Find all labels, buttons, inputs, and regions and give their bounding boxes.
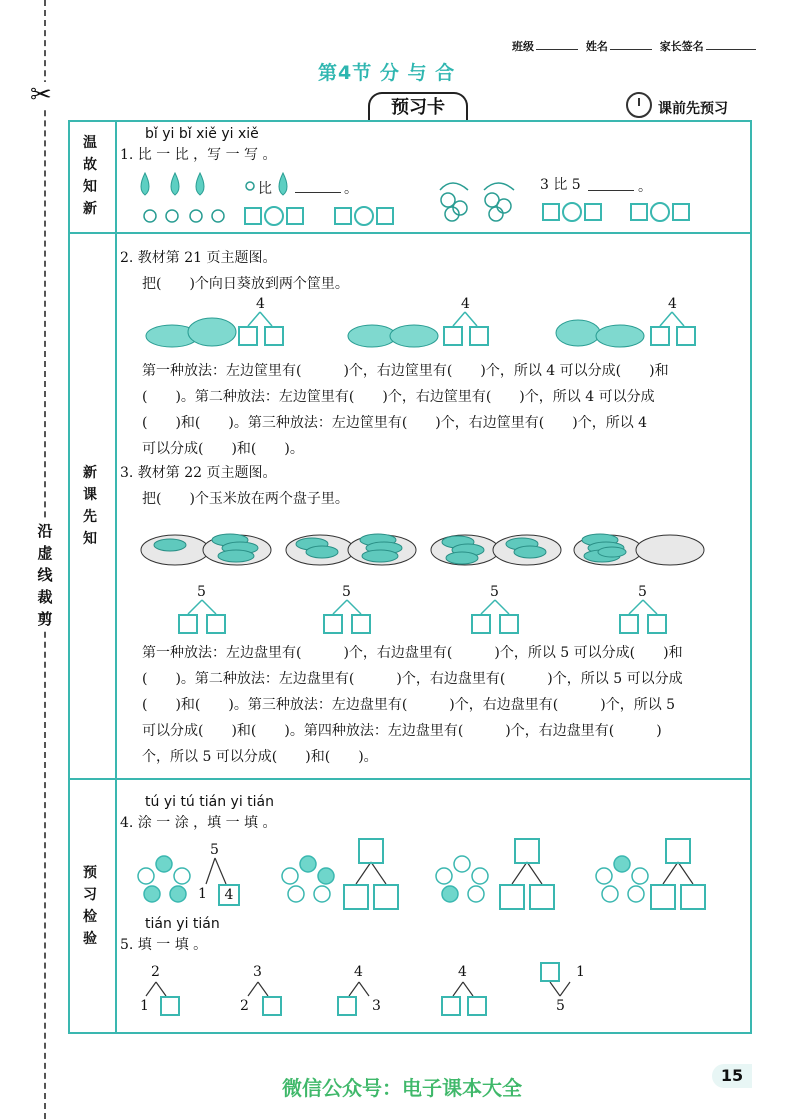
q3-line1: 把( )个玉米放在两个盘子里。 bbox=[142, 491, 349, 507]
q2-tree-top: 4 bbox=[256, 296, 265, 312]
section-label-new: 新课先知 bbox=[83, 465, 97, 547]
q1-title: 1. 比 一 比 ，写 一 写 。 bbox=[120, 147, 277, 163]
q4-example-top: 5 bbox=[210, 842, 219, 858]
q2-para-line: ( )。第二种放法：左边筐里有( )个，右边筐里有( )个，所以 4 可以分成 bbox=[142, 389, 655, 405]
scissors-icon: ✂ bbox=[30, 80, 52, 110]
q5-answer-box[interactable] bbox=[160, 996, 180, 1016]
parent-signature-label: 家长签名 bbox=[659, 40, 704, 53]
q1-compare-3-5: 3 比 5 bbox=[540, 177, 581, 193]
q2-title: 2. 教材第 21 页主题图。 bbox=[120, 250, 277, 266]
q3-tree-top: 5 bbox=[197, 584, 206, 600]
q2-tree-top: 4 bbox=[461, 296, 470, 312]
q5-answer-box[interactable] bbox=[540, 962, 560, 982]
q5-top: 4 bbox=[458, 964, 467, 980]
q2-line1: 把( )个向日葵放到两个筐里。 bbox=[142, 276, 349, 292]
q3-para-line: 可以分成( )和( )。第四种放法：左边盘里有( )个，右边盘里有( ) bbox=[142, 723, 662, 739]
split-lines bbox=[248, 982, 268, 996]
section-label-check: 预习检验 bbox=[83, 865, 97, 947]
q4-pinyin: tú yi tú tián yi tián bbox=[145, 794, 274, 810]
q3-tree-top: 5 bbox=[490, 584, 499, 600]
q3-para-line: ( )和( )。第三种放法：左边盘里有( )个，右边盘里有( )个，所以 5 bbox=[142, 697, 676, 713]
q5-title: 5. 填 一 填 。 bbox=[120, 937, 208, 953]
q3-para-line: ( )。第二种放法：左边盘里有( )个，右边盘里有( )个，所以 5 可以分成 bbox=[142, 671, 683, 687]
q4-title: 4. 涂 一 涂 ，填 一 填 。 bbox=[120, 815, 277, 831]
cut-line-text: 沿虚线裁剪 bbox=[35, 520, 55, 630]
q5-right: 1 bbox=[576, 964, 585, 980]
q1-compare-word: 比 bbox=[258, 181, 272, 197]
q5-answer-box[interactable] bbox=[262, 996, 282, 1016]
q3-tree-top: 5 bbox=[342, 584, 351, 600]
q2-tree-top: 4 bbox=[668, 296, 677, 312]
q5-answer-box[interactable] bbox=[337, 996, 357, 1016]
split-lines bbox=[453, 982, 473, 996]
card-title: 预习卡 bbox=[368, 92, 468, 122]
q4-example-left: 1 bbox=[198, 886, 207, 902]
q5-top: 2 bbox=[151, 964, 160, 980]
split-lines bbox=[349, 982, 369, 996]
q3-para-line: 个，所以 5 可以分成( )和( )。 bbox=[142, 749, 378, 765]
q4-example-right: 4 bbox=[218, 884, 240, 906]
split-lines bbox=[146, 982, 166, 996]
q5-answer-box[interactable] bbox=[467, 996, 487, 1016]
split-lines bbox=[550, 982, 570, 996]
q5-right: 3 bbox=[372, 998, 381, 1014]
q2-para-line: ( )和( )。第三种放法：左边筐里有( )个，右边筐里有( )个，所以 4 bbox=[142, 415, 648, 431]
q5-pinyin: tián yi tián bbox=[145, 916, 220, 932]
q5-left: 1 bbox=[140, 998, 149, 1014]
q3-tree-top: 5 bbox=[638, 584, 647, 600]
q3-title: 3. 教材第 22 页主题图。 bbox=[120, 465, 277, 481]
q5-bottom: 5 bbox=[556, 998, 565, 1014]
q5-answer-box[interactable] bbox=[441, 996, 461, 1016]
q2-para-line: 第一种放法：左边筐里有( )个，右边筐里有( )个，所以 4 可以分成( )和 bbox=[142, 363, 669, 379]
q1-pinyin: bǐ yi bǐ xiě yi xiě bbox=[145, 126, 259, 142]
q1-end-mark: 。 bbox=[344, 181, 358, 197]
q3-para-line: 第一种放法：左边盘里有( )个，右边盘里有( )个，所以 5 可以分成( )和 bbox=[142, 645, 683, 661]
class-label: 班级 bbox=[512, 40, 534, 53]
q2-para-line: 可以分成( )和( )。 bbox=[142, 441, 304, 457]
q5-top: 4 bbox=[354, 964, 363, 980]
q1-end-mark-2: 。 bbox=[638, 179, 652, 195]
page-number: 15 bbox=[712, 1064, 752, 1088]
preview-label: 课前先预习 bbox=[658, 101, 728, 117]
q5-top: 3 bbox=[253, 964, 262, 980]
section-title: 第4节 分 与 合 bbox=[318, 62, 456, 84]
section-label-review: 温故知新 bbox=[83, 135, 97, 217]
footer-text: 微信公众号：电子课本大全 bbox=[282, 1076, 522, 1100]
q5-left: 2 bbox=[240, 998, 249, 1014]
name-label: 姓名 bbox=[585, 40, 608, 53]
